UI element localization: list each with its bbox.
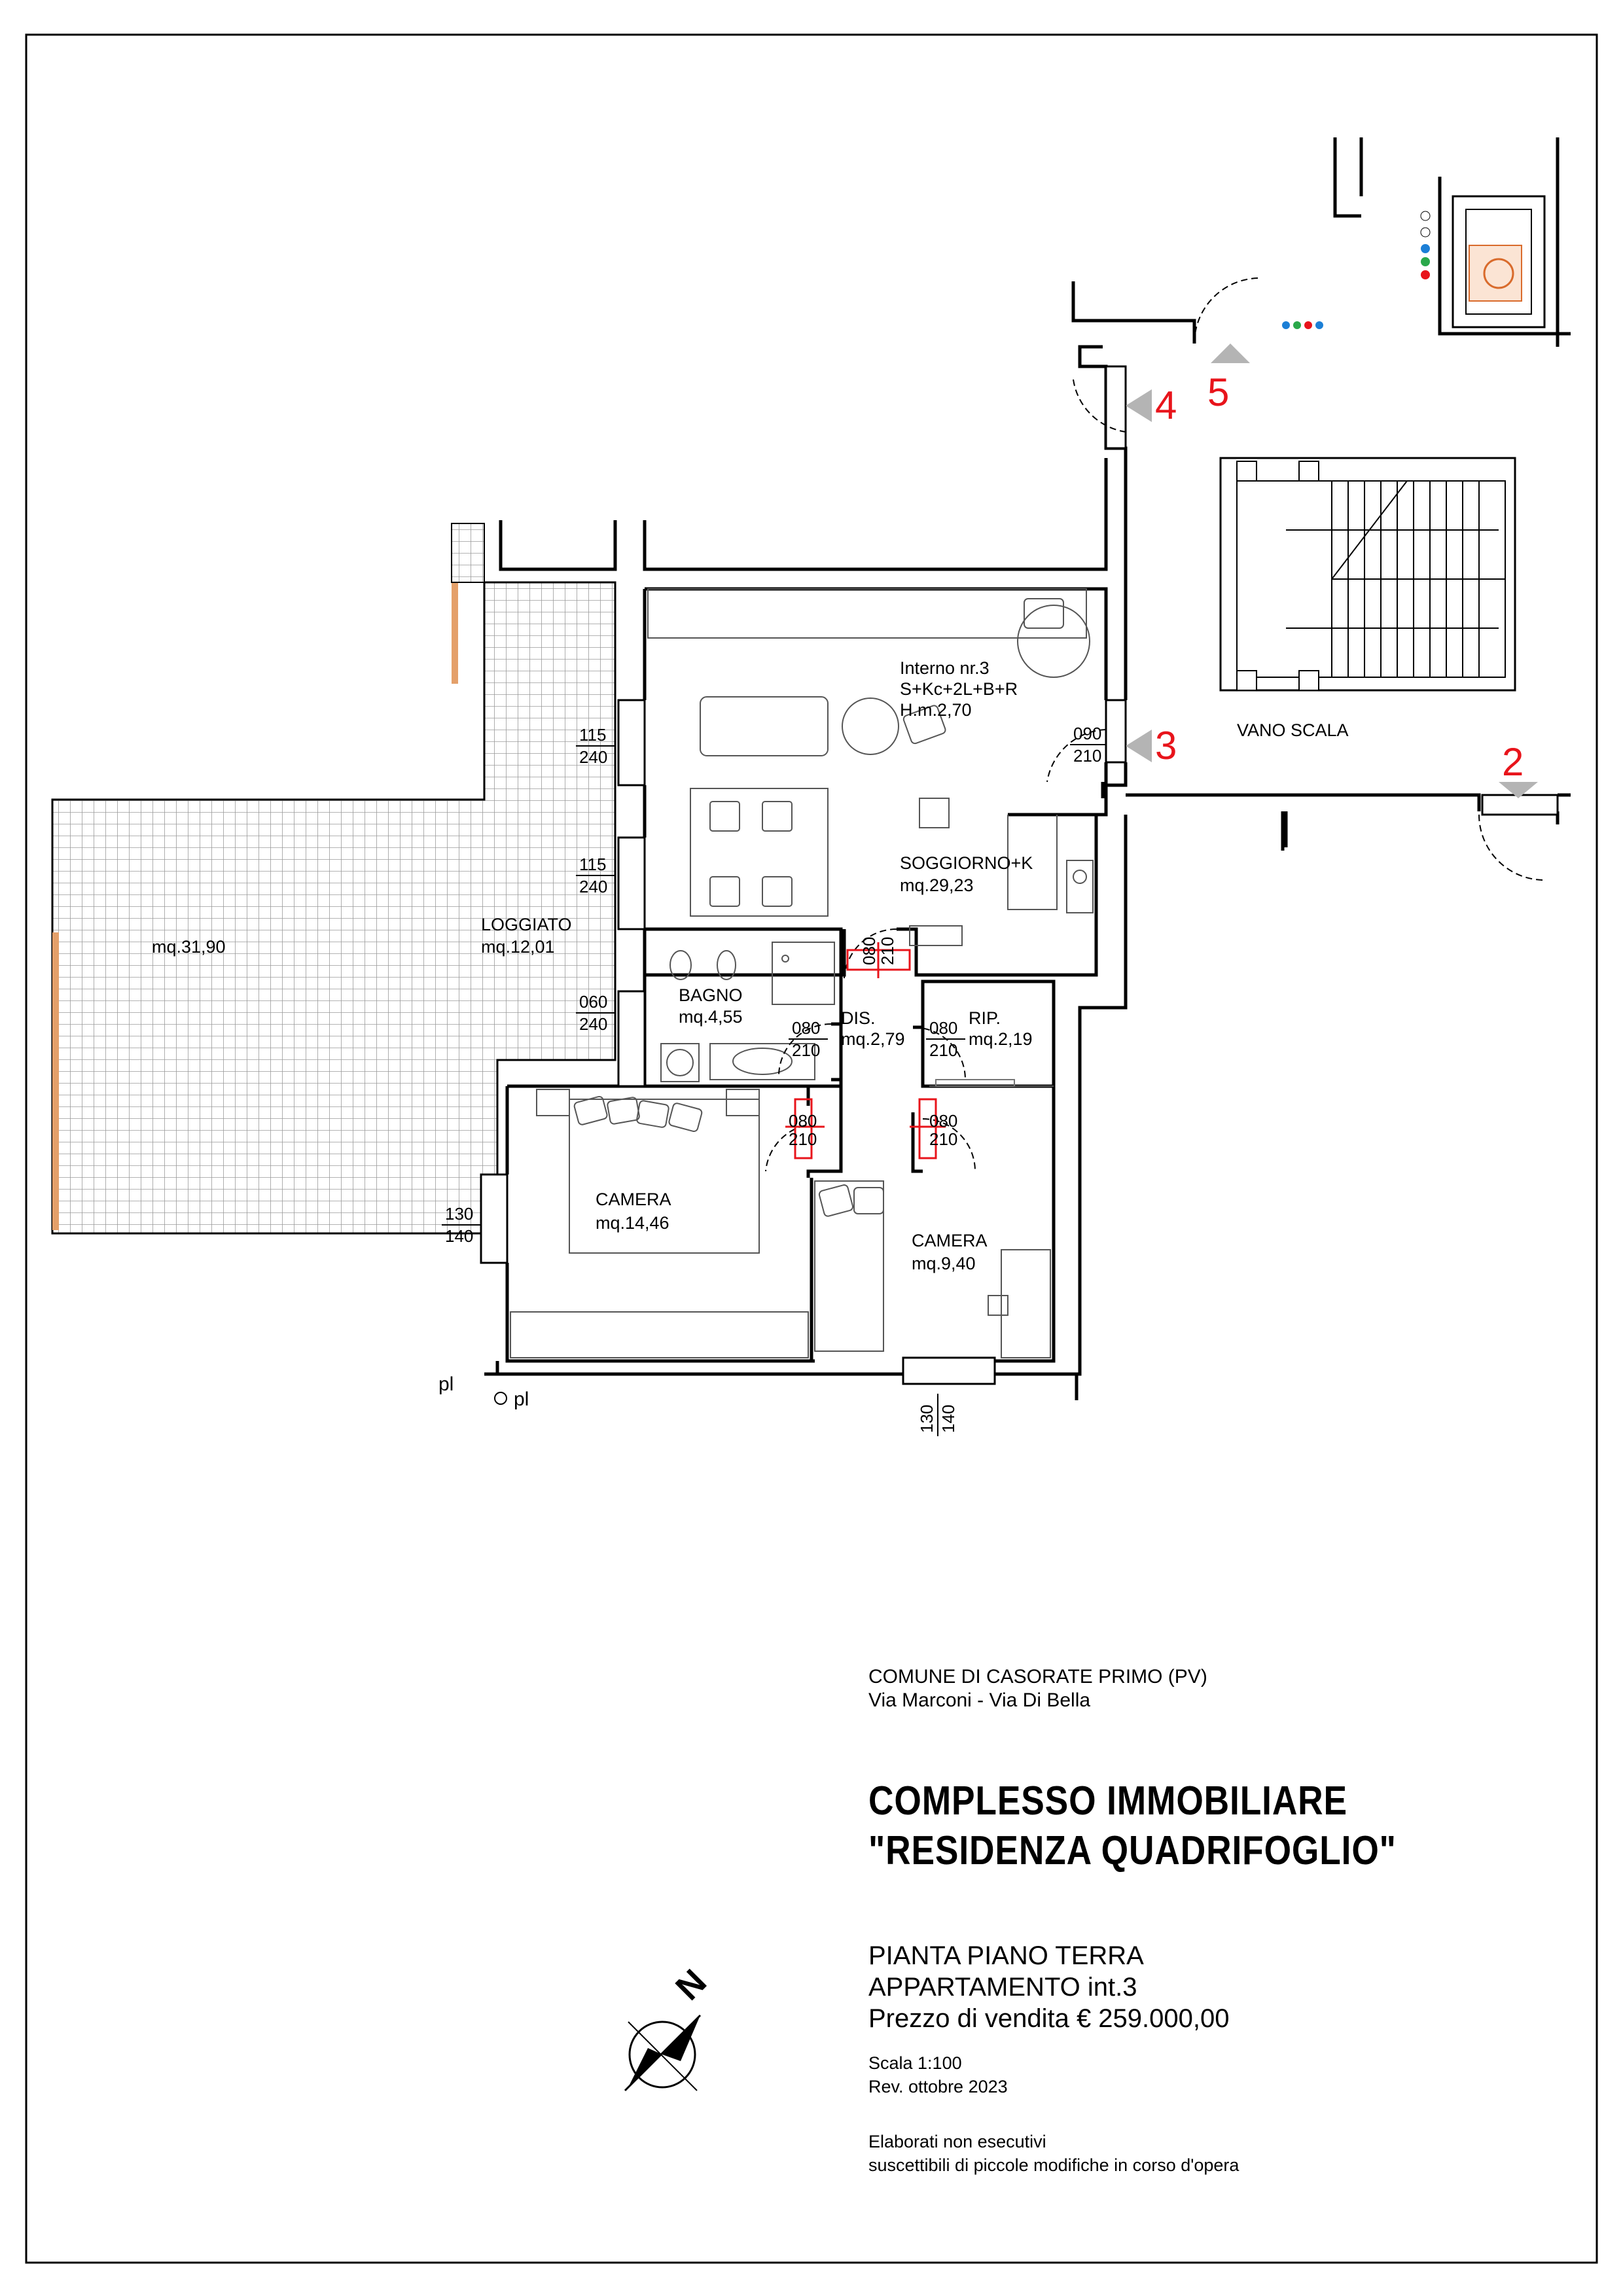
svg-text:240: 240: [579, 877, 608, 896]
note-line-1: Elaborati non esecutivi: [868, 2132, 1046, 2151]
interno-type: S+Kc+2L+B+R: [900, 679, 1018, 699]
project-title: [868, 1776, 1397, 1876]
plan-info: [868, 1940, 1230, 2034]
camera1-area: mq.14,46: [596, 1213, 669, 1233]
interno-height: H.m.2,70: [900, 700, 972, 720]
camera1-label: CAMERA: [596, 1190, 671, 1209]
soggiorno-label: SOGGIORNO+K: [900, 853, 1033, 873]
svg-text:115: 115: [579, 725, 607, 745]
appartamento-text: APPARTAMENTO int.3: [868, 1973, 1137, 2002]
comune-text: COMUNE DI CASORATE PRIMO (PV): [868, 1666, 1207, 1687]
svg-text:240: 240: [579, 747, 608, 767]
svg-text:240: 240: [579, 1014, 608, 1034]
elevator: [1282, 196, 1544, 329]
titleblock-location: [868, 1665, 1207, 1712]
via-text: Via Marconi - Via Di Bella: [868, 1689, 1091, 1711]
svg-text:140: 140: [445, 1226, 474, 1246]
rip-area: mq.2,19: [969, 1029, 1033, 1049]
svg-text:210: 210: [929, 1129, 958, 1149]
camera2-label: CAMERA: [912, 1231, 988, 1250]
scale-info: [868, 2051, 1008, 2098]
rip-label: RIP.: [969, 1008, 1001, 1028]
loggiato-area: mq.12,01: [481, 937, 555, 957]
svg-text:060: 060: [579, 992, 608, 1012]
svg-text:210: 210: [789, 1129, 817, 1149]
svg-text:080: 080: [789, 1111, 817, 1131]
vano-scala-label: VANO SCALA: [1237, 720, 1349, 740]
svg-text:210: 210: [1073, 746, 1102, 766]
camera2-area: mq.9,40: [912, 1254, 976, 1273]
dis-label: DIS.: [841, 1008, 876, 1028]
prezzo-text: Prezzo di vendita € 259.000,00: [868, 2004, 1230, 2033]
svg-text:130: 130: [445, 1204, 474, 1224]
bagno-area: mq.4,55: [679, 1007, 743, 1027]
svg-text:130: 130: [917, 1404, 936, 1433]
giardino-area: mq.31,90: [152, 937, 226, 957]
north-label: N: [668, 1962, 715, 2008]
pl-label-2: pl: [514, 1388, 529, 1410]
marker-2: 2: [1502, 740, 1524, 784]
pl-label-1: pl: [438, 1373, 454, 1395]
svg-text:115: 115: [579, 855, 607, 874]
walls: [484, 137, 1571, 1400]
marker-5: 5: [1207, 370, 1230, 414]
pianta-text: PIANTA PIANO TERRA: [868, 1941, 1144, 1970]
marker-3: 3: [1155, 724, 1177, 768]
title-line-1: COMPLESSO IMMOBILIARE: [868, 1778, 1347, 1824]
svg-text:080: 080: [792, 1018, 821, 1038]
svg-text:090: 090: [1073, 724, 1102, 743]
svg-text:080: 080: [929, 1111, 958, 1131]
interno-label: Interno nr.3: [900, 658, 990, 678]
svg-text:080: 080: [929, 1018, 958, 1038]
svg-text:080: 080: [859, 936, 879, 965]
soggiorno-area: mq.29,23: [900, 875, 974, 895]
pl-point-icon: [495, 1392, 507, 1404]
svg-text:210: 210: [929, 1040, 958, 1060]
svg-text:140: 140: [938, 1404, 958, 1433]
loggiato-label: LOGGIATO: [481, 915, 572, 934]
disclaimer: [868, 2130, 1239, 2177]
marker-4: 4: [1155, 383, 1177, 427]
terrace-tiles: [52, 523, 615, 1233]
svg-text:210: 210: [878, 936, 897, 965]
dis-area: mq.2,79: [841, 1029, 905, 1049]
bagno-label: BAGNO: [679, 985, 743, 1005]
title-line-2: "RESIDENZA QUADRIFOGLIO": [868, 1828, 1397, 1873]
north-arrow-icon: [625, 2015, 700, 2091]
rev-text: Rev. ottobre 2023: [868, 2077, 1008, 2096]
scala-text: Scala 1:100: [868, 2053, 962, 2073]
svg-text:210: 210: [792, 1040, 821, 1060]
note-line-2: suscettibili di piccole modifiche in corso d'opera: [868, 2155, 1240, 2175]
stairs: [1237, 461, 1505, 690]
